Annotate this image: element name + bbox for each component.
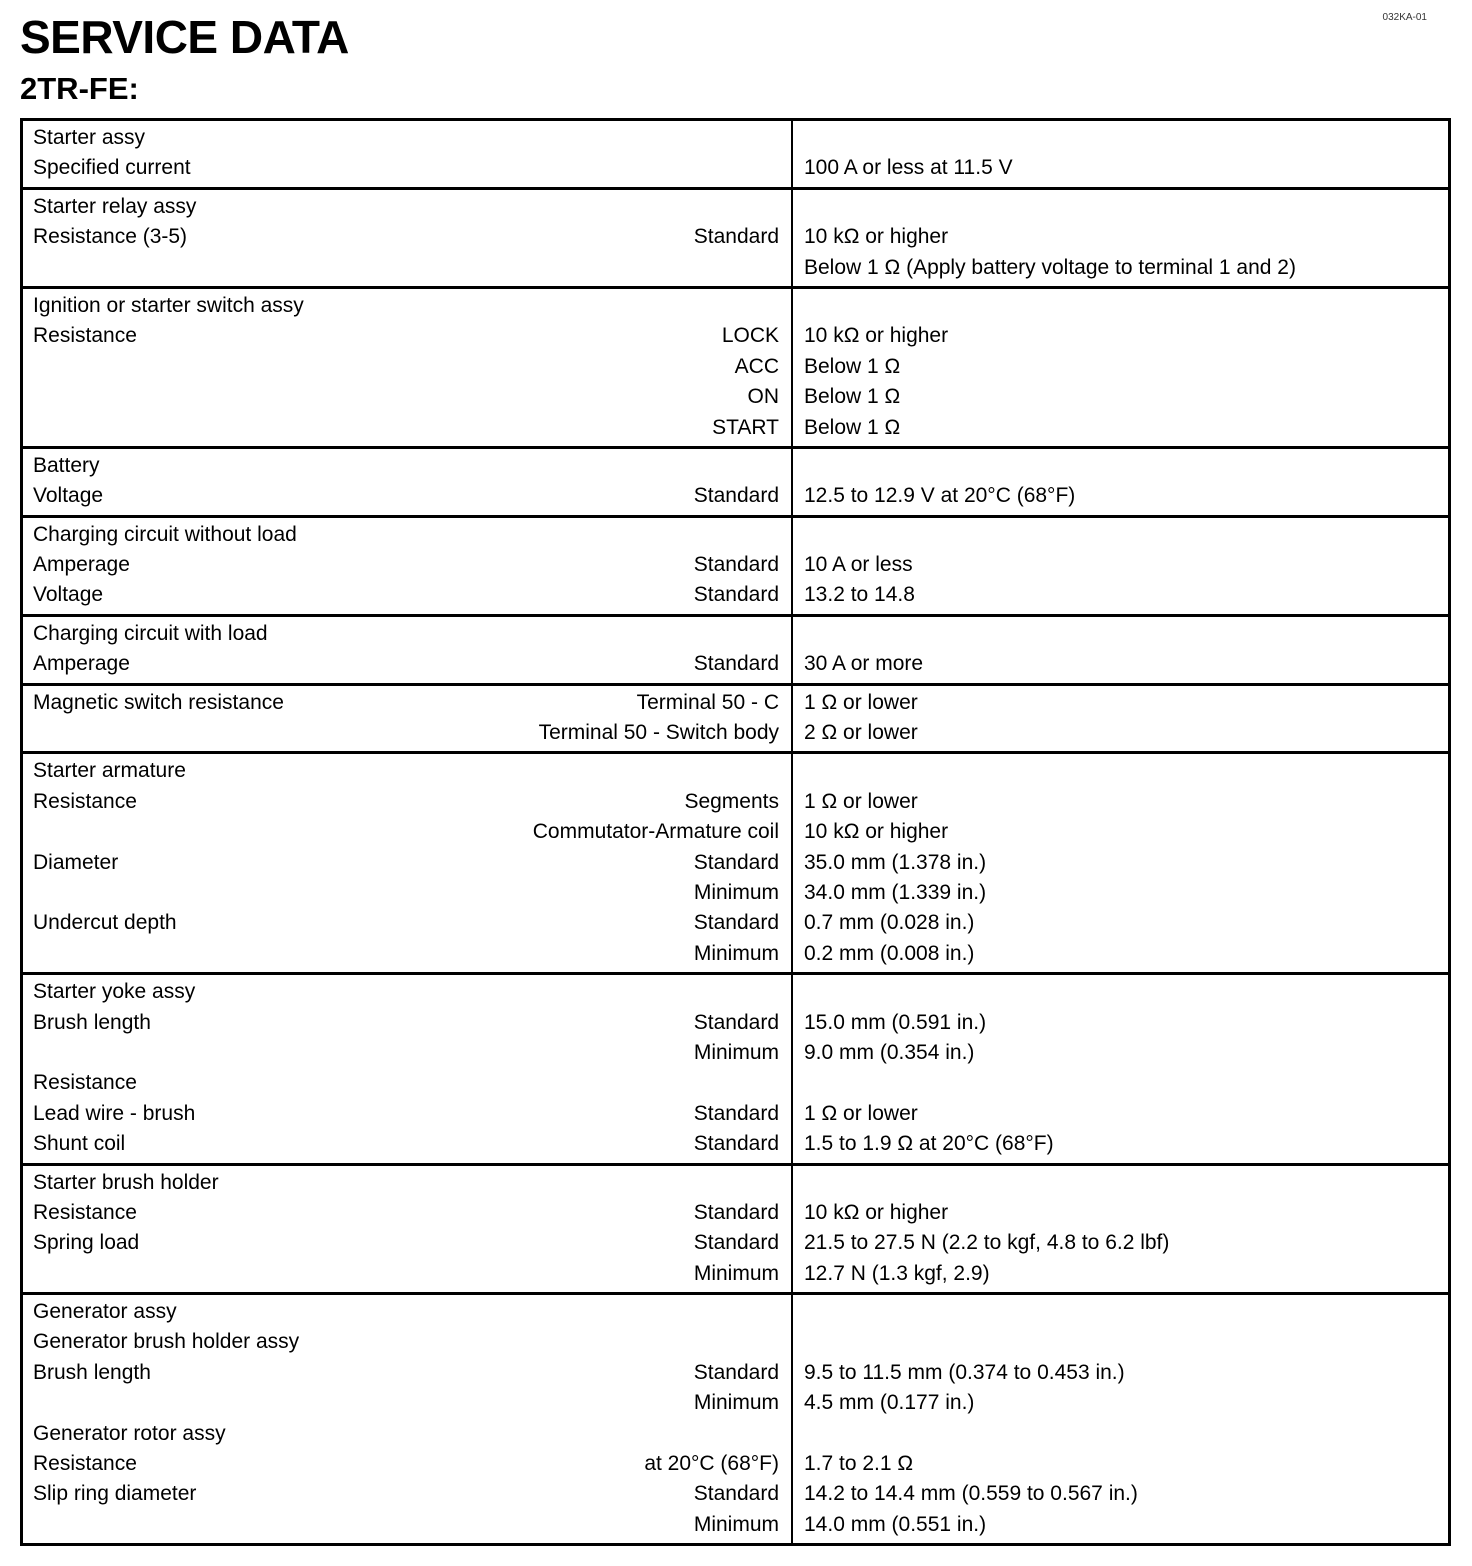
spec-line [33, 1327, 779, 1357]
spec-value-line [804, 253, 1438, 283]
spec-value: 34.0 mm (1.339 in.) [804, 880, 987, 904]
spec-item-column [23, 1295, 793, 1543]
spec-condition: ACC [734, 354, 779, 378]
spec-label: Magnetic switch resistance [33, 690, 284, 714]
spec-label: Starter relay assy [33, 194, 197, 218]
spec-value-column [793, 1295, 1448, 1543]
spec-condition: Standard [693, 1010, 779, 1034]
spec-line [33, 1358, 779, 1388]
spec-item-column [23, 686, 793, 752]
spec-value-column [793, 1166, 1448, 1293]
spec-value-line [804, 550, 1438, 580]
spec-label: Voltage [33, 484, 104, 508]
spec-label: Starter assy [33, 126, 146, 149]
spec-line [33, 756, 779, 786]
spec-value-line [804, 1358, 1438, 1388]
spec-item-column [23, 1166, 793, 1293]
spec-line [33, 688, 779, 718]
spec-section [20, 1166, 1451, 1296]
spec-value-line [804, 848, 1438, 878]
spec-item-column [23, 190, 793, 286]
spec-line [33, 977, 779, 1007]
spec-value-line [804, 352, 1438, 382]
spec-condition: Standard [693, 1132, 779, 1156]
spec-line [33, 123, 779, 153]
spec-line [33, 222, 779, 252]
spec-value-line [804, 321, 1438, 351]
spec-value: 15.0 mm (0.591 in.) [804, 1010, 987, 1034]
spec-line [33, 382, 779, 412]
spec-value-line [804, 1068, 1438, 1098]
spec-value-line [804, 481, 1438, 511]
spec-value: 9.0 mm (0.354 in.) [804, 1040, 975, 1064]
spec-value: 13.2 to 14.8 [804, 583, 915, 607]
spec-value-column [793, 190, 1448, 286]
spec-value-line [804, 1129, 1438, 1159]
spec-value-line [804, 1038, 1438, 1068]
spec-line [33, 352, 779, 382]
spec-label: Shunt coil [33, 1132, 126, 1156]
spec-value-line [804, 977, 1438, 1007]
spec-condition: Standard [693, 1200, 779, 1224]
spec-item-column [23, 449, 793, 515]
spec-section [20, 975, 1451, 1165]
spec-value-column [793, 617, 1448, 683]
spec-line [33, 1008, 779, 1038]
spec-label: Amperage [33, 553, 130, 577]
engine-subtitle: 2TR-FE: [20, 71, 139, 106]
spec-value-column [793, 289, 1448, 446]
spec-label: Ignition or starter switch assy [33, 293, 304, 317]
spec-condition: at 20°C (68°F) [644, 1452, 779, 1476]
spec-value-line [804, 1449, 1438, 1479]
spec-line [33, 878, 779, 908]
spec-label: Specified current [33, 156, 191, 180]
spec-condition: LOCK [721, 324, 779, 348]
spec-condition: Minimum [693, 880, 779, 904]
spec-condition: Commutator-Armature coil [532, 820, 779, 844]
spec-section [20, 121, 1451, 190]
spec-line [33, 1297, 779, 1327]
spec-item-column [23, 289, 793, 446]
spec-label: Starter brush holder [33, 1170, 219, 1194]
spec-value: Below 1 Ω (Apply battery voltage to terminal 1 and 2) [804, 255, 1296, 279]
spec-line [33, 619, 779, 649]
spec-value-line [804, 787, 1438, 817]
spec-value-line [804, 939, 1438, 969]
page-title: SERVICE DATA [20, 11, 349, 63]
spec-label: Resistance [33, 1200, 137, 1224]
spec-value-line [804, 1228, 1438, 1258]
spec-line [33, 1068, 779, 1098]
spec-value-line [804, 908, 1438, 938]
spec-line [33, 787, 779, 817]
spec-value-line [804, 688, 1438, 718]
spec-line [33, 1129, 779, 1159]
spec-value-column [793, 121, 1448, 187]
spec-condition: Minimum [693, 1391, 779, 1415]
spec-value: Below 1 Ω [804, 415, 901, 439]
spec-value-line [804, 718, 1438, 748]
spec-line [33, 1168, 779, 1198]
spec-label: Starter yoke assy [33, 980, 196, 1004]
spec-condition: Standard [693, 484, 779, 508]
spec-condition: Standard [693, 225, 779, 249]
spec-condition: Standard [693, 850, 779, 874]
spec-value-column [793, 518, 1448, 614]
spec-value-line [804, 878, 1438, 908]
spec-label: Starter armature [33, 759, 186, 783]
spec-condition: Standard [693, 1231, 779, 1255]
spec-label: Battery [33, 453, 100, 477]
spec-section [20, 686, 1451, 755]
spec-line [33, 1228, 779, 1258]
spec-value: 0.7 mm (0.028 in.) [804, 911, 975, 935]
spec-value: 21.5 to 27.5 N (2.2 to kgf, 4.8 to 6.2 lbf) [804, 1231, 1170, 1255]
spec-value: 10 kΩ or higher [804, 1200, 949, 1224]
spec-condition: Minimum [693, 941, 779, 965]
spec-line [33, 718, 779, 748]
document-id: 032KA-01 [1382, 12, 1427, 23]
spec-value: 1.5 to 1.9 Ω at 20°C (68°F) [804, 1132, 1054, 1156]
spec-value-line [804, 580, 1438, 610]
spec-value: 100 A or less at 11.5 V [804, 156, 1013, 180]
spec-line [33, 649, 779, 679]
spec-condition: Minimum [693, 1040, 779, 1064]
spec-line [33, 520, 779, 550]
spec-value: 10 kΩ or higher [804, 225, 949, 249]
spec-line [33, 1038, 779, 1068]
spec-value: 10 kΩ or higher [804, 820, 949, 844]
spec-value: 35.0 mm (1.378 in.) [804, 850, 987, 874]
spec-label: Charging circuit with load [33, 621, 268, 645]
spec-line [33, 1388, 779, 1418]
spec-label: Generator assy [33, 1300, 177, 1324]
spec-line [33, 908, 779, 938]
spec-label: Undercut depth [33, 911, 177, 935]
spec-line [33, 413, 779, 443]
spec-condition: START [712, 415, 779, 439]
spec-line [33, 817, 779, 847]
spec-value: Below 1 Ω [804, 385, 901, 409]
spec-label: Voltage [33, 583, 104, 607]
spec-value-line [804, 1297, 1438, 1327]
spec-value-column [793, 754, 1448, 972]
spec-item-column [23, 617, 793, 683]
spec-item-column [23, 121, 793, 187]
spec-line [33, 321, 779, 351]
spec-value: 0.2 mm (0.008 in.) [804, 941, 975, 965]
spec-value-line [804, 817, 1438, 847]
spec-value-line [804, 1327, 1438, 1357]
spec-condition: Terminal 50 - C [636, 690, 779, 714]
spec-line [33, 848, 779, 878]
spec-value-line [804, 222, 1438, 252]
spec-item-column [23, 518, 793, 614]
spec-value: 1 Ω or lower [804, 1101, 918, 1125]
spec-line [33, 580, 779, 610]
spec-label: Charging circuit without load [33, 522, 297, 546]
spec-section [20, 518, 1451, 617]
spec-label: Amperage [33, 652, 130, 676]
spec-line [33, 1259, 779, 1289]
spec-value: 12.7 N (1.3 kgf, 2.9) [804, 1261, 990, 1285]
spec-line [33, 1449, 779, 1479]
spec-condition: Standard [693, 1101, 779, 1125]
spec-value-line [804, 1419, 1438, 1449]
spec-line [33, 481, 779, 511]
spec-label: Slip ring diameter [33, 1482, 197, 1506]
spec-line [33, 253, 779, 283]
spec-label: Generator brush holder assy [33, 1330, 300, 1354]
spec-condition: Minimum [693, 1512, 779, 1536]
spec-value: 14.2 to 14.4 mm (0.559 to 0.567 in.) [804, 1482, 1138, 1506]
spec-value-line [804, 192, 1438, 222]
spec-condition: Standard [693, 652, 779, 676]
spec-value-line [804, 619, 1438, 649]
spec-line [33, 1510, 779, 1540]
spec-value: Below 1 Ω [804, 354, 901, 378]
spec-label: Resistance [33, 324, 137, 348]
spec-value-line [804, 451, 1438, 481]
spec-line [33, 1419, 779, 1449]
service-data-table [20, 118, 1451, 1546]
spec-item-column [23, 754, 793, 972]
spec-value: 14.0 mm (0.551 in.) [804, 1512, 987, 1536]
spec-value-line [804, 1008, 1438, 1038]
spec-value: 12.5 to 12.9 V at 20°C (68°F) [804, 484, 1076, 508]
spec-label: Lead wire - brush [33, 1101, 196, 1125]
spec-value-line [804, 1198, 1438, 1228]
spec-value-line [804, 123, 1438, 153]
spec-value: 4.5 mm (0.177 in.) [804, 1391, 975, 1415]
spec-line [33, 153, 779, 183]
spec-value: 9.5 to 11.5 mm (0.374 to 0.453 in.) [804, 1360, 1125, 1384]
spec-label: Diameter [33, 850, 119, 874]
spec-label: Brush length [33, 1010, 151, 1034]
spec-section [20, 617, 1451, 686]
spec-value: 2 Ω or lower [804, 721, 918, 745]
spec-label: Generator rotor assy [33, 1421, 226, 1445]
spec-label: Resistance [33, 789, 137, 813]
spec-value-column [793, 975, 1448, 1162]
spec-value: 1 Ω or lower [804, 690, 918, 714]
spec-line [33, 1099, 779, 1129]
spec-condition: Segments [684, 789, 779, 813]
spec-line [33, 1479, 779, 1509]
spec-condition: Terminal 50 - Switch body [538, 721, 779, 745]
spec-label: Resistance (3-5) [33, 225, 188, 249]
spec-condition: Standard [693, 553, 779, 577]
spec-value: 1.7 to 2.1 Ω [804, 1452, 914, 1476]
spec-line [33, 550, 779, 580]
spec-condition: Standard [693, 911, 779, 935]
spec-value-line [804, 649, 1438, 679]
spec-value-line [804, 291, 1438, 321]
spec-value-column [793, 449, 1448, 515]
spec-label: Resistance [33, 1452, 137, 1476]
spec-section [20, 1295, 1451, 1546]
spec-line [33, 192, 779, 222]
spec-value: 1 Ω or lower [804, 789, 918, 813]
spec-value-line [804, 153, 1438, 183]
spec-value-line [804, 756, 1438, 786]
spec-value-line [804, 1099, 1438, 1129]
spec-value-column [793, 686, 1448, 752]
spec-line [33, 291, 779, 321]
spec-section [20, 449, 1451, 518]
spec-value-line [804, 1510, 1438, 1540]
spec-section [20, 754, 1451, 975]
spec-condition: ON [747, 385, 779, 409]
spec-item-column [23, 975, 793, 1162]
spec-value-line [804, 382, 1438, 412]
spec-value-line [804, 520, 1438, 550]
spec-label: Brush length [33, 1360, 151, 1384]
spec-line [33, 1198, 779, 1228]
spec-condition: Standard [693, 1360, 779, 1384]
spec-line [33, 939, 779, 969]
spec-value-line [804, 1259, 1438, 1289]
spec-value-line [804, 413, 1438, 443]
spec-condition: Minimum [693, 1261, 779, 1285]
spec-section [20, 190, 1451, 289]
spec-label: Spring load [33, 1231, 140, 1255]
spec-value: 30 A or more [804, 652, 924, 676]
spec-value-line [804, 1479, 1438, 1509]
spec-value-line [804, 1388, 1438, 1418]
spec-value: 10 kΩ or higher [804, 324, 949, 348]
spec-condition: Standard [693, 583, 779, 607]
spec-label: Resistance [33, 1071, 137, 1095]
spec-value: 10 A or less [804, 553, 913, 577]
spec-condition: Standard [693, 1482, 779, 1506]
spec-line [33, 451, 779, 481]
spec-section [20, 289, 1451, 449]
spec-value-line [804, 1168, 1438, 1198]
